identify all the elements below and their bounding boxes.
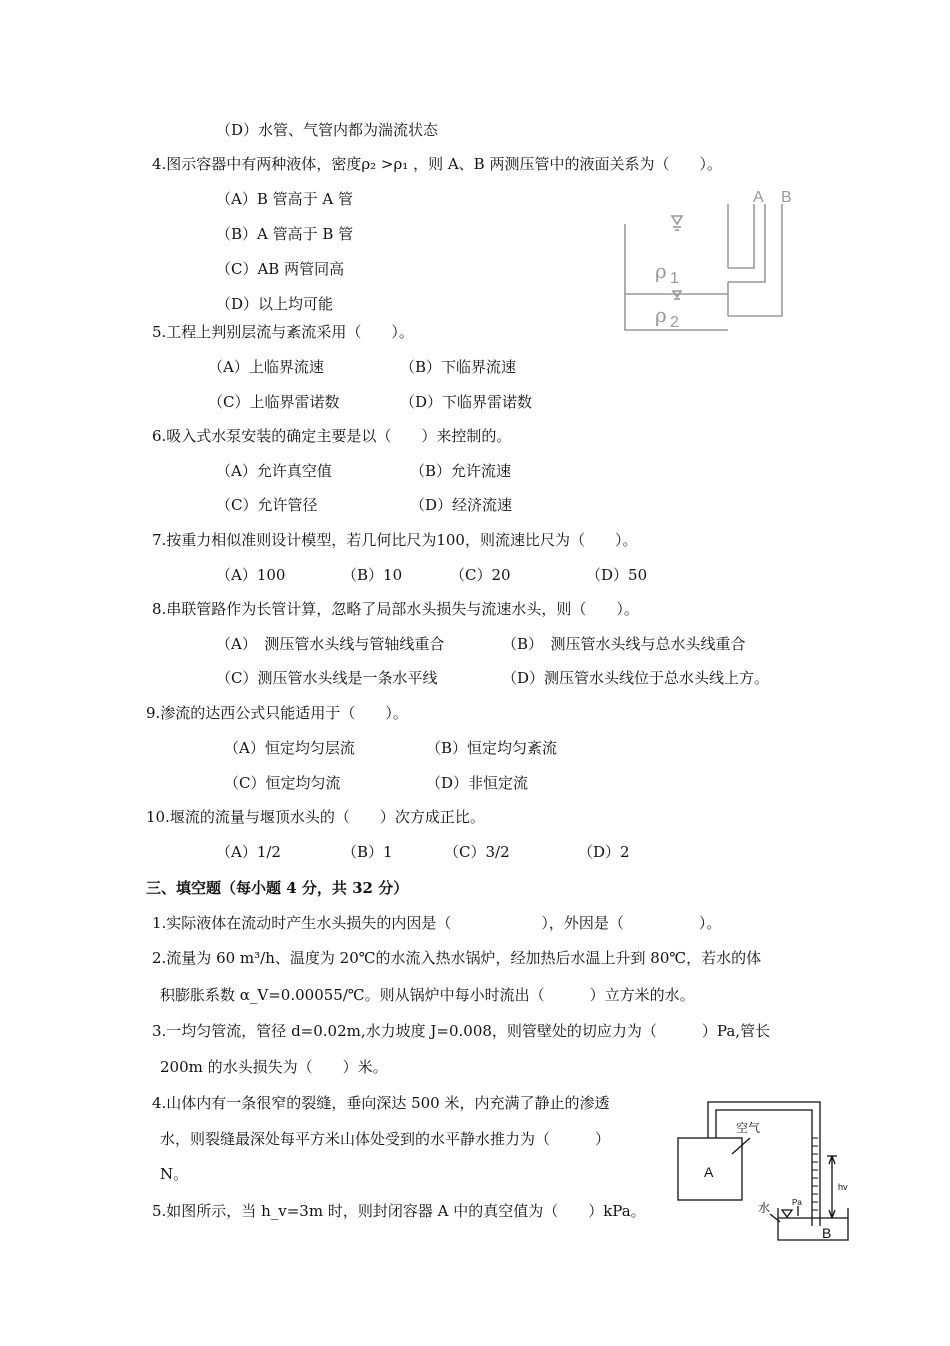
fig1-label-a: A (753, 189, 764, 206)
fill-3: 3.一均匀管流，管径 d=0.02m,水力坡度 J=0.008，则管壁处的切应力为（ ）Pa,管长 (152, 1022, 771, 1040)
q10-option-d: （D）2 (578, 843, 630, 861)
fig1-rho2-sub: 2 (670, 314, 679, 331)
q9-option-a: （A）恒定均匀层流 (224, 739, 355, 757)
q6-option-b: （B）允许流速 (410, 462, 512, 480)
q4-option-b: （B）A 管高于 B 管 (216, 225, 354, 243)
fig1-rho1: ρ (655, 259, 667, 283)
fill-5: 5.如图所示，当 h_v=3m 时，则封闭容器 A 中的真空值为（ ）kPa。 (152, 1202, 646, 1220)
q9-option-c: （C）恒定均匀流 (224, 774, 341, 792)
section-3-heading: 三、填空题（每小题 4 分，共 32 分） (146, 879, 409, 897)
q5-option-c: （C）上临界雷诺数 (208, 393, 340, 411)
q5-stem: 5.工程上判别层流与紊流采用（ ）。 (152, 323, 414, 341)
fill-1: 1.实际液体在流动时产生水头损失的内因是（ ），外因是（ ）。 (152, 914, 722, 932)
two-liquid-container-figure (615, 186, 805, 336)
q8-option-a: （A） 测压管水头线与管轴线重合 (216, 635, 445, 653)
q5-option-a: （A）上临界流速 (208, 358, 324, 376)
q10-option-a: （A）1/2 (216, 843, 281, 861)
q5-option-d: （D）下临界雷诺数 (400, 393, 533, 411)
q9-option-b: （B）恒定均匀紊流 (426, 739, 558, 757)
vacuum-container-figure (670, 1098, 860, 1248)
q6-option-d: （D）经济流速 (410, 496, 513, 514)
fill-3-cont: 200m 的水头损失为（ ）米。 (160, 1058, 388, 1076)
fig1-rho1-sub: 1 (670, 270, 679, 287)
fill-2: 2.流量为 60 m³/h、温度为 20℃的水流入热水锅炉，经加热后水温上升到 80℃，若水的体 (152, 949, 762, 967)
q6-option-a: （A）允许真空值 (216, 462, 332, 480)
q10-stem: 10.堰流的流量与堰顶水头的（ ）次方成正比。 (146, 808, 485, 826)
fig2-hv-label: hv (838, 1182, 848, 1192)
q8-option-c: （C）测压管水头线是一条水平线 (216, 669, 438, 687)
fig1-rho2: ρ (655, 303, 667, 327)
q4-option-c: （C）AB 两管同高 (216, 260, 345, 278)
q9-option-d: （D）非恒定流 (426, 774, 529, 792)
fig2-air-label: 空气 (736, 1121, 761, 1135)
q4-stem: 4.图示容器中有两种液体，密度ρ₂ >ρ₁ ，则 A、B 两测压管中的液面关系为（ ）。 (152, 155, 722, 173)
q7-stem: 7.按重力相似准则设计模型，若几何比尺为100，则流速比尺为（ ）。 (152, 531, 638, 549)
q7-option-d: （D）50 (586, 566, 648, 584)
q5-option-b: （B）下临界流速 (400, 358, 517, 376)
q8-option-b: （B） 测压管水头线与总水头线重合 (502, 635, 746, 653)
q7-option-c: （C）20 (450, 566, 511, 584)
q4-option-a: （A）B 管高于 A 管 (216, 190, 353, 208)
fill-4-cont2: N。 (160, 1165, 189, 1183)
q9-stem: 9.渗流的达西公式只能适用于（ ）。 (146, 704, 408, 722)
q10-option-b: （B）1 (342, 843, 393, 861)
fig1-label-b: B (781, 189, 792, 206)
fig2-label-b: B (822, 1225, 832, 1241)
q10-option-c: （C）3/2 (444, 843, 510, 861)
fill-4: 4.山体内有一条很窄的裂缝，垂向深达 500 米，内充满了静止的渗透 (152, 1094, 610, 1112)
q8-stem: 8.串联管路作为长管计算，忽略了局部水头损失与流速水头，则（ ）。 (152, 600, 639, 618)
fig2-pa-label: Pa (792, 1198, 802, 1207)
fig2-label-a: A (704, 1164, 714, 1180)
fill-2-cont: 积膨胀系数 α_V=0.00055/℃。则从锅炉中每小时流出（ ）立方米的水。 (160, 986, 695, 1004)
q6-stem: 6.吸入式水泵安装的确定主要是以（ ）来控制的。 (152, 427, 512, 445)
fill-4-cont: 水，则裂缝最深处每平方米山体处受到的水平静水推力为（ ） (160, 1130, 611, 1148)
q7-option-a: （A）100 (216, 566, 286, 584)
q6-option-c: （C）允许管径 (216, 496, 318, 514)
q7-option-b: （B）10 (342, 566, 403, 584)
q8-option-d: （D）测压管水头线位于总水头线上方。 (502, 669, 770, 687)
q4-option-d: （D）以上均可能 (216, 295, 334, 313)
q3-option-d: （D）水管、气管内都为湍流状态 (216, 121, 439, 139)
fig2-water-label: 水 (758, 1201, 771, 1215)
